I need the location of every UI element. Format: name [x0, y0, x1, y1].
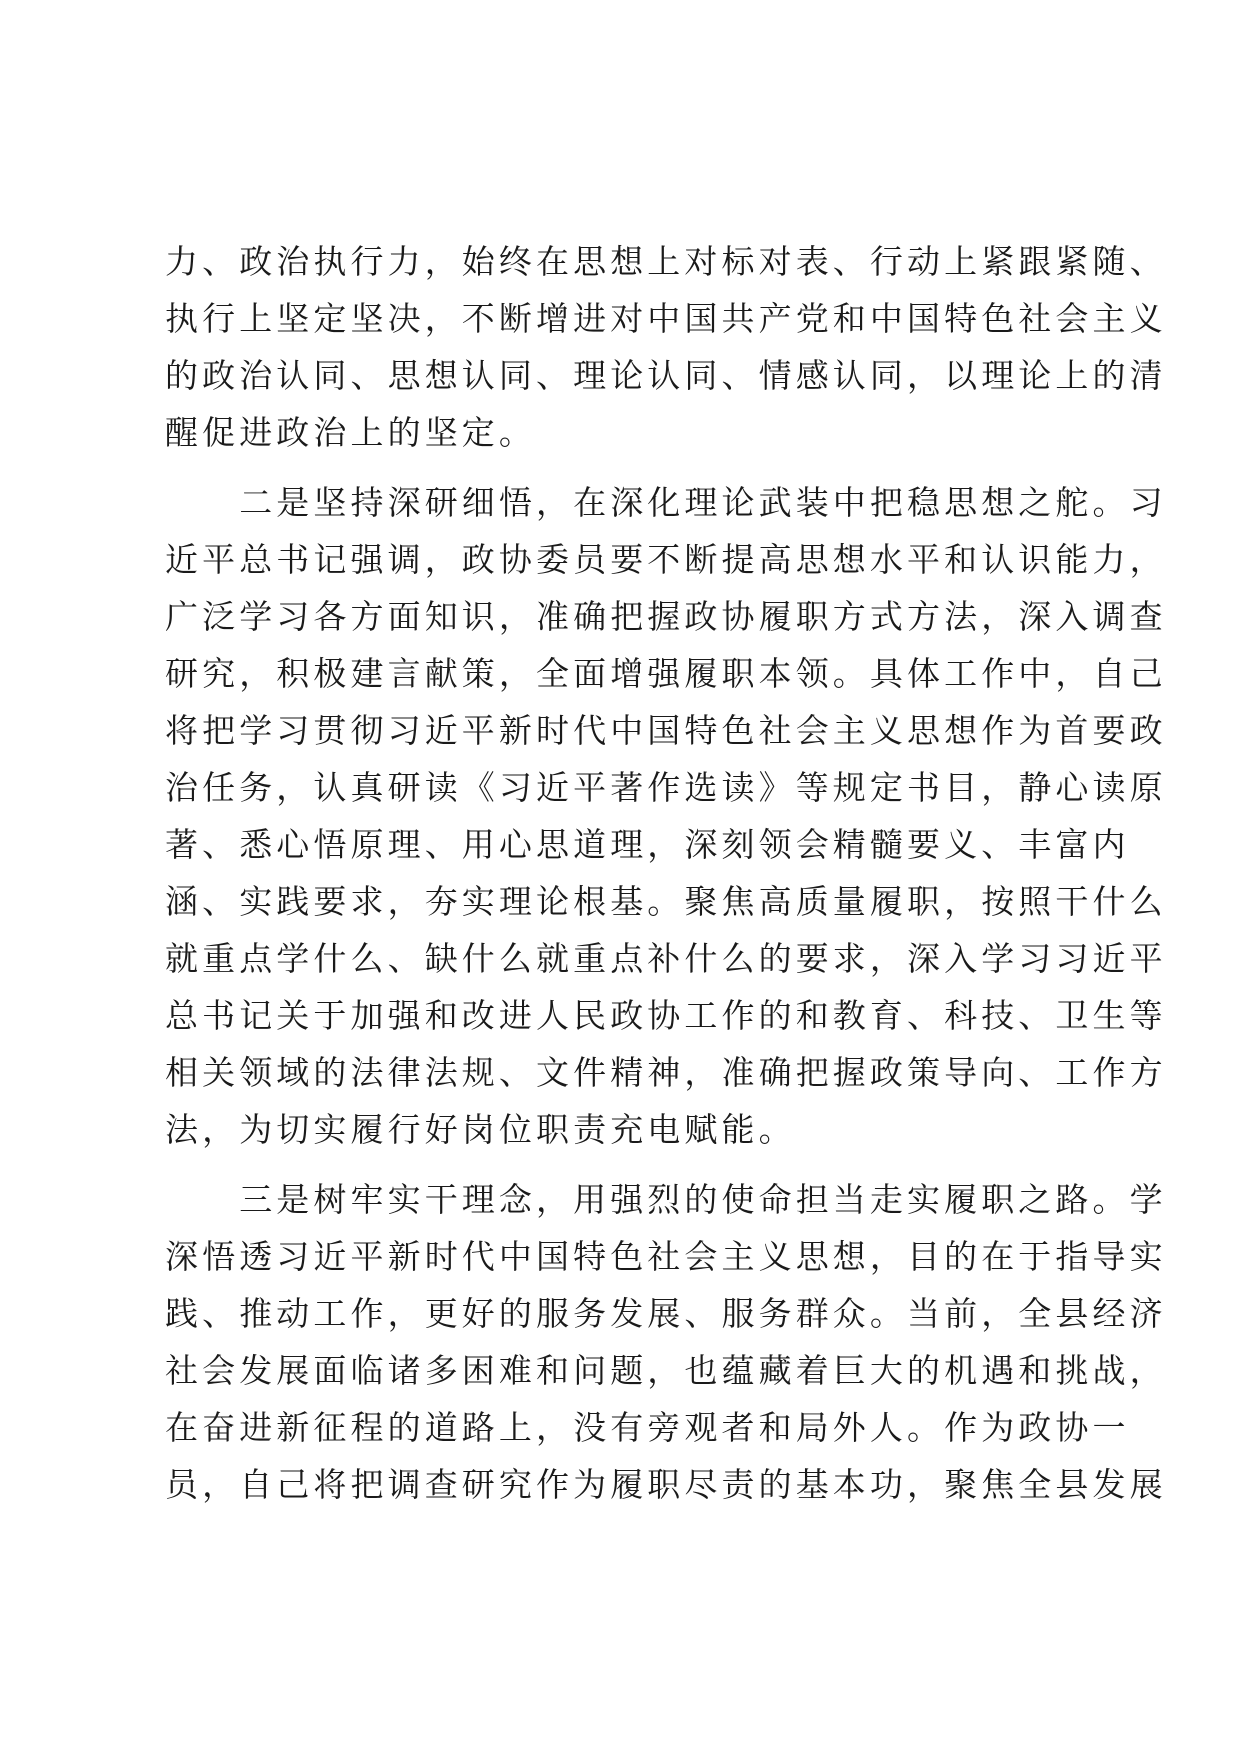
- text-line: 总书记关于加强和改进人民政协工作的和教育、科技、卫生等: [165, 996, 1167, 1035]
- text-line: 广泛学习各方面知识，准确把握政协履职方式方法，深入调查: [165, 597, 1167, 636]
- document-body: [165, 233, 1167, 1513]
- text-line: 社会发展面临诸多困难和问题，也蕴藏着巨大的机遇和挑战，: [165, 1351, 1167, 1390]
- text-line: 深悟透习近平新时代中国特色社会主义思想，目的在于指导实: [165, 1237, 1167, 1276]
- text-line: 近平总书记强调，政协委员要不断提高思想水平和认识能力，: [165, 540, 1167, 579]
- paragraph-2: [165, 474, 1167, 1158]
- text-line: 执行上坚定坚决，不断增进对中国共产党和中国特色社会主义: [165, 299, 1167, 338]
- text-line: 醒促进政治上的坚定。: [165, 413, 536, 452]
- text-line: 员，自己将把调查研究作为履职尽责的基本功，聚焦全县发展: [165, 1465, 1167, 1504]
- text-line: 治任务，认真研读《习近平著作选读》等规定书目，静心读原: [165, 768, 1167, 807]
- text-line: 研究，积极建言献策，全面增强履职本领。具体工作中，自己: [165, 654, 1167, 693]
- paragraph-3: [165, 1171, 1167, 1513]
- text-line: 涵、实践要求，夯实理论根基。聚焦高质量履职，按照干什么: [165, 882, 1167, 921]
- text-line: 的政治认同、思想认同、理论认同、情感认同，以理论上的清: [165, 356, 1167, 395]
- text-line: 就重点学什么、缺什么就重点补什么的要求，深入学习习近平: [165, 939, 1167, 978]
- text-line: 著、悉心悟原理、用心思道理，深刻领会精髓要义、丰富内: [165, 825, 1130, 864]
- text-line: 践、推动工作，更好的服务发展、服务群众。当前，全县经济: [165, 1294, 1167, 1333]
- paragraph-spacer: [165, 461, 1075, 474]
- text-line: 三是树牢实干理念，用强烈的使命担当走实履职之路。学: [165, 1180, 1167, 1219]
- text-line: 法，为切实履行好岗位职责充电赋能。: [165, 1110, 796, 1149]
- text-line: 相关领域的法律法规、文件精神，准确把握政策导向、工作方: [165, 1053, 1167, 1092]
- paragraph-spacer: [165, 1158, 1075, 1171]
- paragraph-1: [165, 233, 1167, 461]
- text-line: 在奋进新征程的道路上，没有旁观者和局外人。作为政协一: [165, 1408, 1130, 1447]
- text-line: 将把学习贯彻习近平新时代中国特色社会主义思想作为首要政: [165, 711, 1167, 750]
- text-line: 二是坚持深研细悟，在深化理论武装中把稳思想之舵。习: [165, 483, 1167, 522]
- text-line: 力、政治执行力，始终在思想上对标对表、行动上紧跟紧随、: [165, 242, 1167, 281]
